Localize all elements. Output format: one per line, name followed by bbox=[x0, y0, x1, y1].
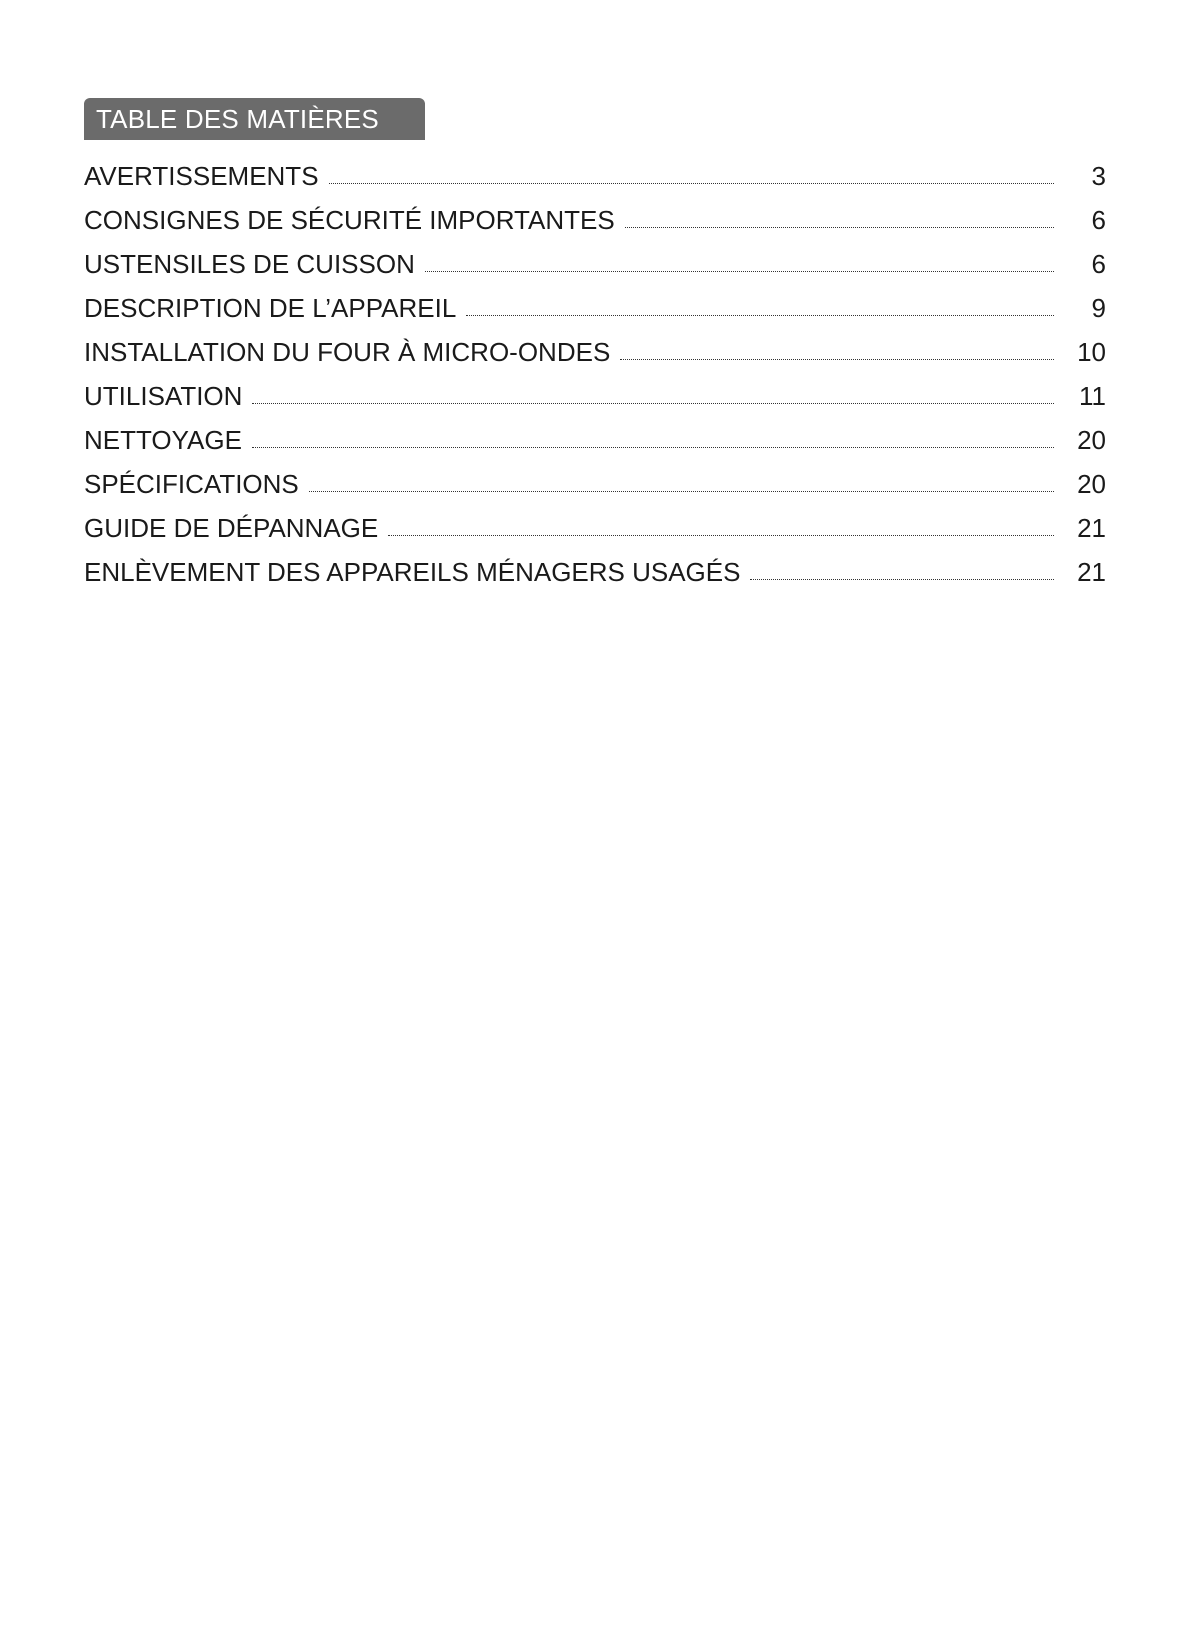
toc-entry[interactable] bbox=[84, 550, 1106, 594]
toc-entry-page: 20 bbox=[1077, 469, 1106, 499]
toc-entry-title: DESCRIPTION DE L’APPAREIL bbox=[84, 293, 457, 323]
dot-leader bbox=[252, 447, 1054, 448]
toc-list bbox=[84, 154, 1106, 594]
toc-entry[interactable] bbox=[84, 330, 1106, 374]
toc-entry-page: 11 bbox=[1079, 381, 1106, 411]
toc-entry-title: SPÉCIFICATIONS bbox=[84, 469, 299, 499]
toc-entry[interactable] bbox=[84, 198, 1106, 242]
toc-entry[interactable] bbox=[84, 286, 1106, 330]
toc-heading: TABLE DES MATIÈRES bbox=[84, 98, 425, 140]
dot-leader bbox=[625, 227, 1054, 228]
dot-leader bbox=[750, 579, 1054, 580]
toc-entry-page: 9 bbox=[1091, 293, 1106, 323]
toc-entry-page: 20 bbox=[1077, 425, 1106, 455]
toc-entry[interactable] bbox=[84, 374, 1106, 418]
dot-leader bbox=[425, 271, 1054, 272]
toc-entry-title: INSTALLATION DU FOUR À MICRO-ONDES bbox=[84, 337, 611, 367]
toc-entry[interactable] bbox=[84, 154, 1106, 198]
toc-entry-title: AVERTISSEMENTS bbox=[84, 161, 319, 191]
toc-entry-page: 6 bbox=[1091, 205, 1106, 235]
toc-entry-title: UTILISATION bbox=[84, 381, 243, 411]
dot-leader bbox=[252, 403, 1054, 404]
toc-entry-title: CONSIGNES DE SÉCURITÉ IMPORTANTES bbox=[84, 205, 615, 235]
toc-entry-page: 6 bbox=[1091, 249, 1106, 279]
document-page bbox=[84, 98, 1106, 594]
dot-leader bbox=[620, 359, 1054, 360]
dot-leader bbox=[329, 183, 1054, 184]
dot-leader bbox=[388, 535, 1054, 536]
toc-entry-page: 21 bbox=[1077, 513, 1106, 543]
toc-entry[interactable] bbox=[84, 506, 1106, 550]
toc-entry-title: ENLÈVEMENT DES APPAREILS MÉNAGERS USAGÉS bbox=[84, 557, 741, 587]
toc-entry[interactable] bbox=[84, 418, 1106, 462]
toc-entry-page: 10 bbox=[1077, 337, 1106, 367]
toc-entry-title: NETTOYAGE bbox=[84, 425, 242, 455]
toc-entry-page: 21 bbox=[1077, 557, 1106, 587]
toc-entry[interactable] bbox=[84, 242, 1106, 286]
toc-entry[interactable] bbox=[84, 462, 1106, 506]
dot-leader bbox=[466, 315, 1054, 316]
toc-entry-title: USTENSILES DE CUISSON bbox=[84, 249, 415, 279]
toc-entry-title: GUIDE DE DÉPANNAGE bbox=[84, 513, 379, 543]
toc-entry-page: 3 bbox=[1091, 161, 1106, 191]
dot-leader bbox=[309, 491, 1054, 492]
